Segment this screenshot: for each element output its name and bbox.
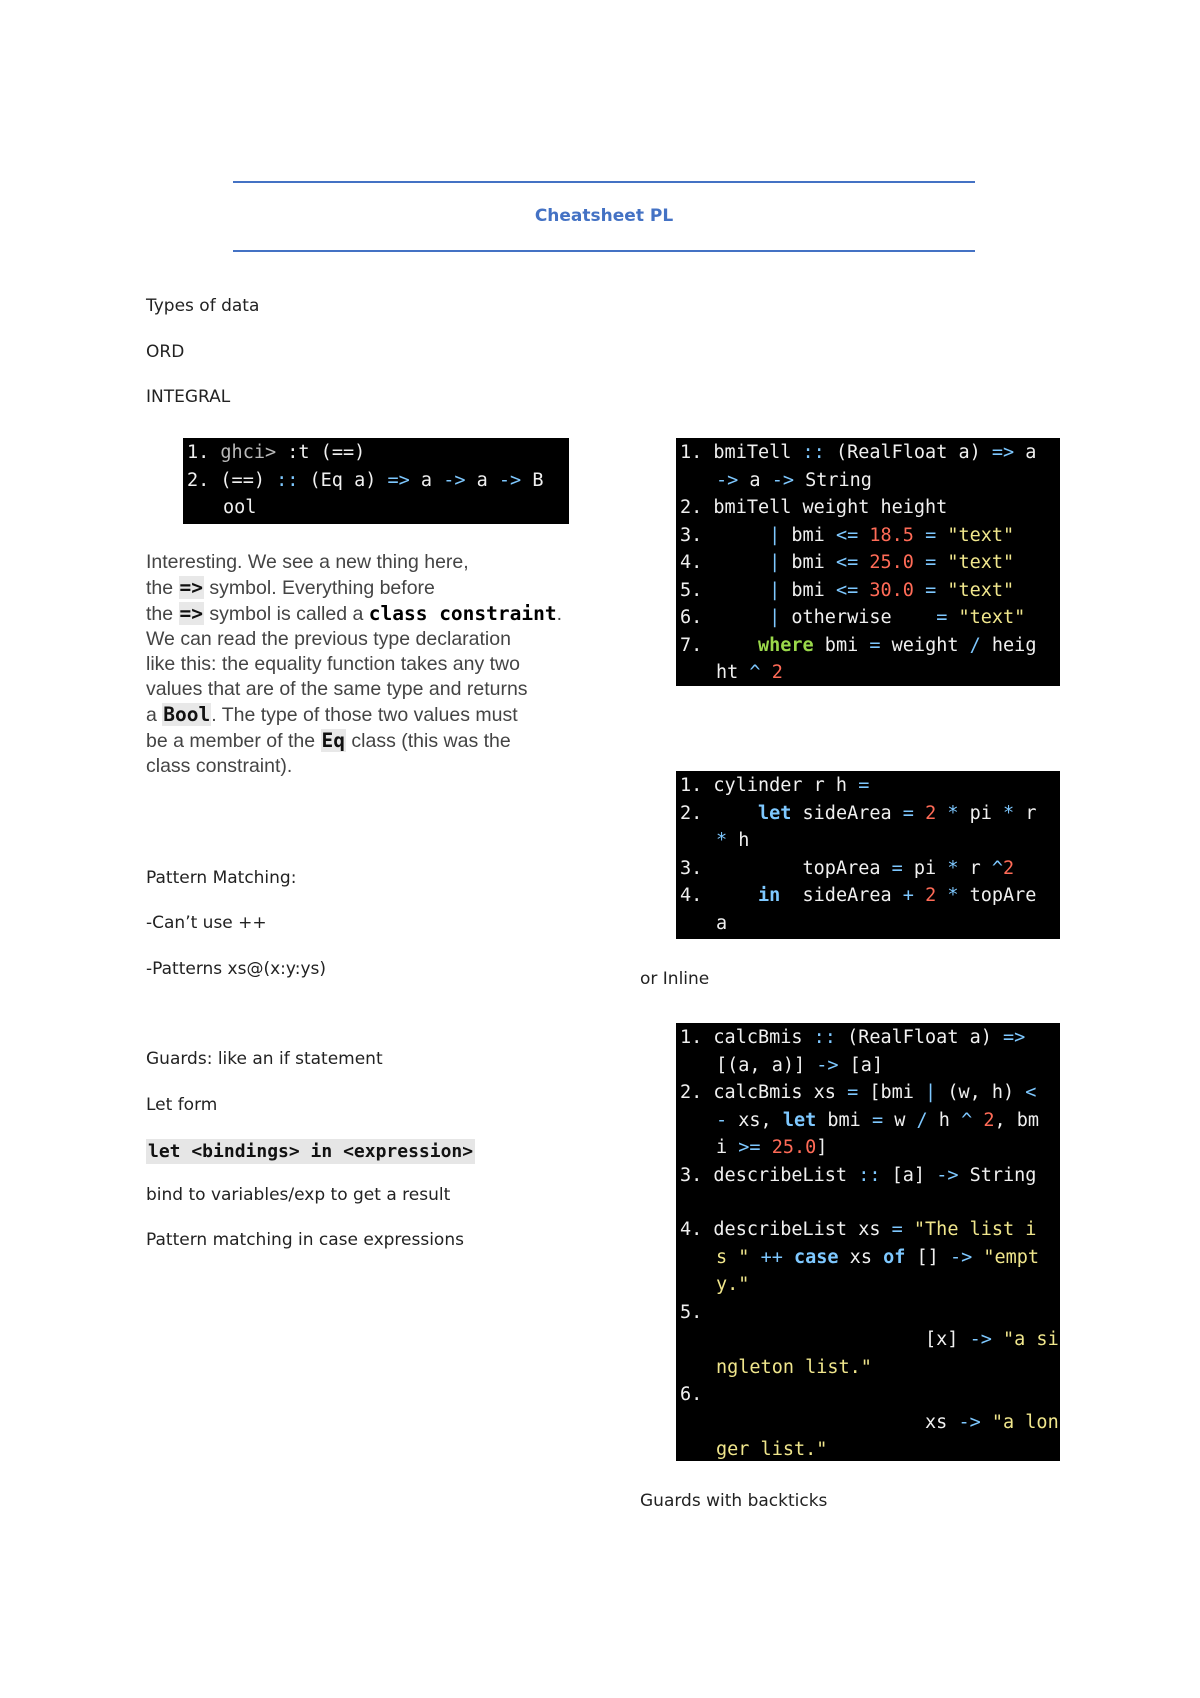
- code-line: 3. | bmi <= 18.5 = "text": [680, 524, 1015, 546]
- code-line: - xs, let bmi = w / h ^ 2, bm: [716, 1109, 1040, 1131]
- code-line: 4. in sideArea + 2 * topAre: [680, 885, 1037, 906]
- code-line: [x] -> "a si: [680, 1329, 1059, 1350]
- code-line: 3. topArea = pi * r ^2: [680, 857, 1015, 879]
- code-line: 3. describeList :: [a] -> String: [680, 1164, 1037, 1186]
- code-line: ool: [223, 497, 257, 518]
- code-block-eq: [183, 438, 569, 524]
- code-line: xs -> "a lon: [680, 1411, 1059, 1433]
- case-expressions-note: Pattern matching in case expressions: [146, 1230, 464, 1250]
- code-line: 2. (==) :: (Eq a) => a -> a -> B: [187, 469, 544, 491]
- class-constraint-paragraph: Interesting. We see a new thing here, the => symbol. Everything before the => symbol is called a class constraint. We can read the previous type declaration like this: the equality function takes any two values that are of the same type and returns a Bool. The type of those two values must be a member of the Eq class (this was the class constraint).: [146, 551, 563, 777]
- code-block-calcbmis: [676, 1023, 1060, 1461]
- code-line: ht ^ 2: [716, 662, 783, 683]
- code-line: 1. bmiTell :: (RealFloat a) => a: [680, 442, 1037, 463]
- code-line: a: [716, 912, 728, 934]
- code-line: [(a, a)] -> [a]: [716, 1054, 884, 1076]
- code-line: 2. let sideArea = 2 * pi * r: [680, 802, 1037, 824]
- let-form-label: Let form: [146, 1095, 218, 1115]
- code-line: 5. | bmi <= 30.0 = "text": [680, 579, 1015, 601]
- code-line: 6. | otherwise = "text": [680, 607, 1026, 628]
- code-line: 1. calcBmis :: (RealFloat a) =>: [680, 1027, 1026, 1048]
- code-line: 2. bmiTell weight height: [680, 497, 948, 518]
- code-line: 4. describeList xs = "The list i: [680, 1219, 1037, 1240]
- code-block-cylinder: [676, 771, 1060, 939]
- bind-to-note: bind to variables/exp to get a result: [146, 1185, 451, 1205]
- guards-with-backticks-label: Guards with backticks: [640, 1491, 828, 1511]
- code-line: s " ++ case xs of [] -> "empt: [716, 1246, 1040, 1268]
- header-top-rule: [233, 181, 975, 183]
- patterns-note: -Patterns xs@(x:y:ys): [146, 959, 326, 979]
- page-title: Cheatsheet PL: [534, 206, 674, 226]
- code-line: * h: [716, 830, 750, 851]
- code-line: 1. ghci> :t (==): [187, 442, 366, 463]
- code-line: 1. cylinder r h =: [680, 775, 870, 796]
- ord-label: ORD: [146, 342, 185, 362]
- code-line: 4. | bmi <= 25.0 = "text": [680, 552, 1015, 573]
- pattern-matching-heading: Pattern Matching:: [146, 868, 297, 888]
- code-line: 5.: [680, 1301, 703, 1323]
- code-line: 7. where bmi = weight / heig: [680, 634, 1037, 656]
- code-line: [680, 1189, 1056, 1216]
- code-line: i >= 25.0]: [716, 1137, 828, 1158]
- code-block-bmitell: [676, 438, 1060, 686]
- code-line: ger list.": [716, 1439, 828, 1460]
- code-line: 2. calcBmis xs = [bmi | (w, h) <: [680, 1082, 1037, 1103]
- let-syntax: let <bindings> in <expression>: [148, 1141, 474, 1162]
- code-line: ngleton list.": [716, 1356, 872, 1378]
- integral-label: INTEGRAL: [146, 387, 231, 407]
- guards-note: Guards: like an if statement: [146, 1049, 383, 1069]
- code-line: 6.: [680, 1384, 703, 1405]
- cant-use-note: -Can’t use ++: [146, 913, 267, 933]
- code-line: y.": [716, 1274, 750, 1295]
- types-of-data-label: Types of data: [146, 296, 260, 316]
- or-inline-label: or Inline: [640, 969, 710, 989]
- code-line: -> a -> String: [716, 469, 872, 491]
- header-bottom-rule: [233, 250, 975, 252]
